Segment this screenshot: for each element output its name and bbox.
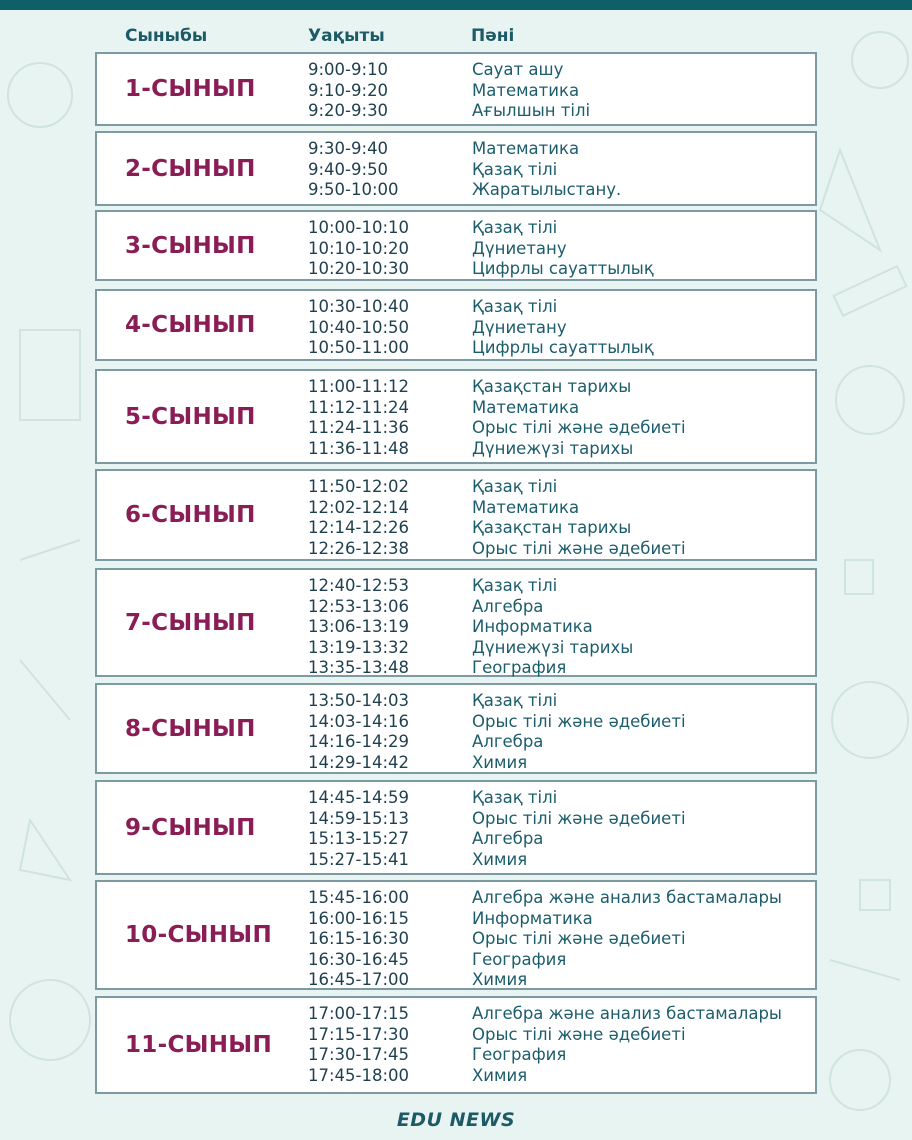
time-slot: 17:30-17:45 [308, 1045, 410, 1064]
subject-list [472, 1004, 782, 1086]
time-slot: 15:13-15:27 [308, 829, 410, 848]
class-label: 10-СЫНЫП [125, 922, 272, 948]
schedule-row [95, 996, 817, 1094]
time-slot: 10:00-10:10 [308, 218, 410, 237]
class-label: 4-СЫНЫП [125, 312, 256, 338]
time-slot: 10:50-11:00 [308, 338, 410, 357]
class-label: 9-СЫНЫП [125, 814, 256, 841]
schedule-row [95, 369, 817, 464]
schedule-row [95, 683, 817, 774]
time-slot: 9:10-9:20 [308, 80, 389, 100]
subject-list [472, 888, 782, 991]
subject-name: Алгебра және анализ бастамалары [472, 888, 782, 907]
subject-name: Химия [472, 970, 528, 989]
time-slot: 13:35-13:48 [308, 658, 410, 677]
subject-name: Алгебра [472, 829, 544, 848]
class-label: 11-СЫНЫП [125, 1032, 272, 1058]
time-list [308, 1004, 409, 1086]
subject-name: География [472, 949, 567, 969]
time-list [308, 691, 409, 773]
time-slot: 11:00-11:12 [308, 377, 410, 396]
subject-name: Қазақ тілі [472, 218, 558, 237]
subject-name: Математика [472, 80, 580, 100]
subject-name: Математика [472, 497, 580, 517]
subject-name: Орыс тілі және әдебиеті [472, 538, 686, 558]
header-class: Сыныбы [125, 26, 208, 46]
class-label: 7-СЫНЫП [125, 609, 256, 636]
time-slot: 13:50-14:03 [308, 691, 410, 710]
subject-list [472, 297, 654, 359]
time-list [308, 218, 409, 280]
header-time: Уақыты [308, 26, 385, 46]
time-list [308, 477, 409, 559]
time-slot: 16:15-16:30 [308, 929, 410, 948]
subject-list [472, 576, 633, 679]
subject-name: Химия [472, 752, 528, 772]
time-list [308, 788, 409, 870]
time-slot: 11:12-11:24 [308, 397, 410, 417]
time-slot: 14:03-14:16 [308, 711, 410, 731]
time-list [308, 297, 409, 359]
time-slot: 12:40-12:53 [308, 576, 410, 595]
class-label: 2-СЫНЫП [125, 155, 256, 182]
class-label: 3-СЫНЫП [125, 232, 256, 259]
schedule-row [95, 210, 817, 281]
time-slot: 13:06-13:19 [308, 617, 410, 636]
time-slot: 14:45-14:59 [308, 788, 410, 807]
subject-list [472, 691, 686, 773]
time-list [308, 377, 409, 459]
time-slot: 14:29-14:42 [308, 752, 410, 772]
subject-name: Жаратылыстану. [472, 180, 622, 199]
subject-name: Дүниежүзі тарихы [472, 438, 634, 458]
subject-name: Математика [472, 397, 580, 417]
time-slot: 12:26-12:38 [308, 538, 410, 558]
subject-name: Қазақ тілі [472, 788, 558, 807]
time-slot: 11:50-12:02 [308, 477, 410, 496]
time-slot: 17:45-18:00 [308, 1065, 410, 1085]
time-slot: 9:50-10:00 [308, 180, 399, 199]
subject-name: География [472, 658, 567, 677]
schedule-row [95, 131, 817, 206]
time-slot: 17:00-17:15 [308, 1004, 410, 1023]
subject-name: Орыс тілі және әдебиеті [472, 1024, 686, 1044]
subject-list [472, 377, 686, 459]
schedule-row [95, 52, 817, 126]
footer-brand: EDU NEWS [396, 1109, 516, 1131]
time-slot: 14:59-15:13 [308, 808, 410, 828]
time-slot: 13:19-13:32 [308, 637, 410, 657]
subject-name: Информатика [472, 617, 593, 636]
class-label: 1-СЫНЫП [125, 76, 256, 102]
class-label: 8-СЫНЫП [125, 715, 256, 742]
time-list [308, 888, 409, 991]
subject-name: География [472, 1045, 567, 1064]
time-slot: 9:40-9:50 [308, 159, 389, 179]
time-slot: 9:00-9:10 [308, 60, 389, 79]
subject-name: Цифрлы сауаттылық [472, 259, 654, 278]
subject-name: Орыс тілі және әдебиеті [472, 929, 686, 948]
subject-name: Сауат ашу [472, 60, 564, 79]
time-slot: 10:30-10:40 [308, 297, 410, 316]
class-label: 6-СЫНЫП [125, 502, 256, 528]
subject-list [472, 60, 590, 122]
subject-name: Орыс тілі және әдебиеті [472, 808, 686, 828]
subject-name: Информатика [472, 908, 593, 928]
subject-name: Алгебра [472, 596, 544, 616]
time-slot: 12:02-12:14 [308, 497, 410, 517]
subject-name: Қазақстан тарихы [472, 377, 632, 396]
subject-name: Қазақ тілі [472, 159, 558, 179]
subject-name: Қазақстан тарихы [472, 518, 632, 537]
subject-name: Қазақ тілі [472, 477, 558, 496]
time-list [308, 576, 409, 679]
subject-name: Дүниетану [472, 238, 567, 258]
subject-name: Дүниежүзі тарихы [472, 637, 634, 657]
subject-name: Қазақ тілі [472, 691, 558, 710]
time-slot: 9:20-9:30 [308, 101, 389, 120]
subject-name: Химия [472, 849, 528, 869]
subject-list [472, 139, 621, 201]
subject-name: Алгебра және анализ бастамалары [472, 1004, 782, 1023]
subject-name: Орыс тілі және әдебиеті [472, 711, 686, 731]
time-slot: 17:15-17:30 [308, 1024, 410, 1044]
subject-name: Математика [472, 139, 580, 158]
time-slot: 16:00-16:15 [308, 908, 410, 928]
subject-name: Алгебра [472, 732, 544, 751]
subject-name: Қазақ тілі [472, 297, 558, 316]
time-slot: 15:45-16:00 [308, 888, 410, 907]
time-slot: 16:45-17:00 [308, 970, 410, 989]
time-slot: 10:40-10:50 [308, 317, 410, 337]
time-slot: 12:53-13:06 [308, 596, 410, 616]
class-label: 5-СЫНЫП [125, 403, 256, 430]
subject-name: Ағылшын тілі [472, 101, 591, 120]
time-slot: 10:10-10:20 [308, 238, 410, 258]
subject-name: Химия [472, 1065, 528, 1085]
time-slot: 11:36-11:48 [308, 438, 410, 458]
time-list [308, 60, 388, 122]
schedule-row [95, 780, 817, 875]
schedule-row [95, 880, 817, 990]
time-list [308, 139, 399, 201]
subject-list [472, 218, 654, 280]
subject-name: Дүниетану [472, 317, 567, 337]
time-slot: 15:27-15:41 [308, 849, 410, 869]
schedule-row [95, 289, 817, 361]
subject-list [472, 788, 686, 870]
subject-name: Орыс тілі және әдебиеті [472, 418, 686, 437]
time-slot: 16:30-16:45 [308, 949, 410, 969]
header-subject: Пәні [471, 26, 515, 46]
schedule-row [95, 568, 817, 677]
time-slot: 12:14-12:26 [308, 518, 410, 537]
subject-name: Цифрлы сауаттылық [472, 338, 654, 357]
time-slot: 9:30-9:40 [308, 139, 389, 158]
time-slot: 11:24-11:36 [308, 418, 410, 437]
schedule-row [95, 469, 817, 561]
time-slot: 14:16-14:29 [308, 732, 410, 751]
subject-list [472, 477, 686, 559]
subject-name: Қазақ тілі [472, 576, 558, 595]
time-slot: 10:20-10:30 [308, 259, 410, 278]
